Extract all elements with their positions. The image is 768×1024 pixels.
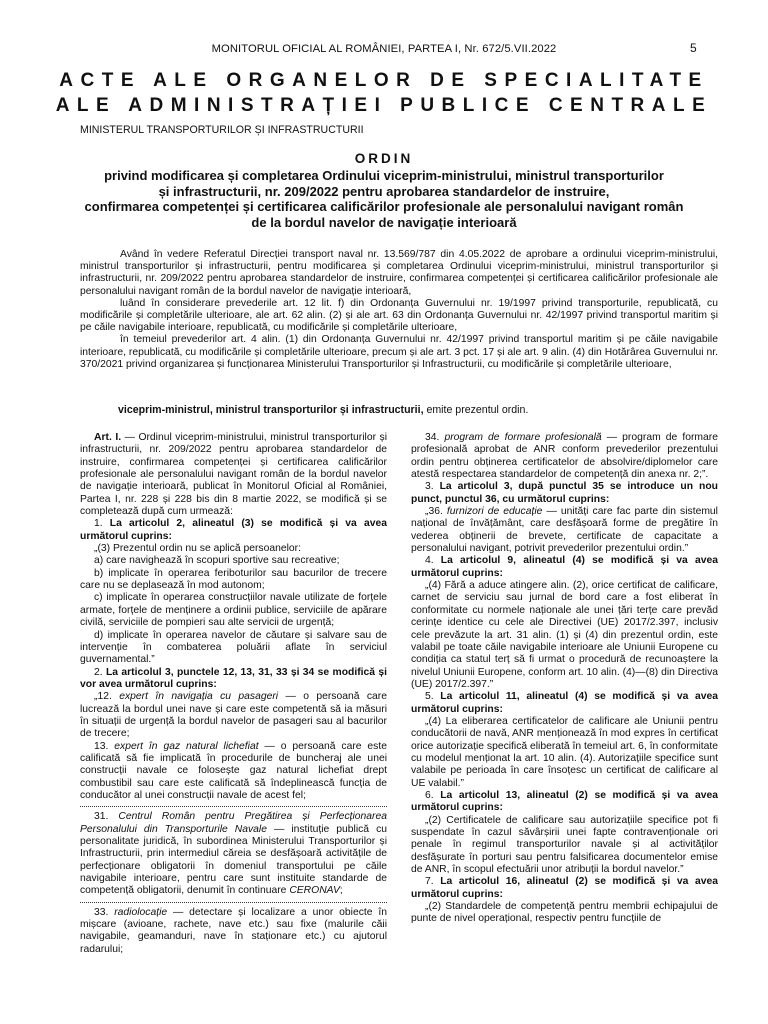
amendment-number: 6. (425, 789, 441, 801)
amendment-instruction: La articolul 13, alineatul (2) se modifică și va avea următorul cuprins: (411, 789, 718, 814)
amendment-text: „(2) Standardele de competență pentru membrii echipajului de punte de nivel operațional, respectiv pentru funcțiile de (411, 901, 718, 925)
amendment-1-heading (80, 518, 387, 543)
amendment-text: c) implicate în operarea construcțiilor navale utilizate de forțele armate, forțele de menținere a ordinii publice, serviciile de apărare civilă, serviciile de pompieri sau alte servicii de urgență; (80, 592, 387, 629)
order-heading: ORDIN (354, 151, 414, 166)
enacting-formula (118, 404, 528, 416)
definition-12 (80, 691, 387, 740)
running-head: MONITORUL OFICIAL AL ROMÂNIEI, PARTEA I, Nr. 672/5.VII.2022 (211, 43, 557, 55)
definition-term: expert în navigația cu pasageri (119, 691, 279, 703)
definition-number: 33. (94, 906, 115, 918)
enacting-formula-text: emite prezentul ordin. (423, 404, 529, 416)
definition-text: — instituție publică cu personalitate juridică, în subordinea Ministerului Transporturilor și Infrastructurii, prin intermediul căreia se desfășoară activitățile de perfecționare obligatorii în domeniul transportului pe căile navigabile interioare, pentru care sunt instituite standarde de competență obligatorii, denumit în continuare (80, 823, 387, 897)
definition-term: expert în gaz natural lichefiat (114, 740, 259, 752)
definition-text: — detectare și localizare a unor obiecte în mișcare (avioane, rachete, nave etc.) sau fixe (malurile căii navigabile, geamanduri, nave în staționare etc.) cu ajutorul radarului; (80, 906, 387, 955)
amendment-number: 4. (425, 555, 441, 567)
preamble-paragraph: în temeiul prevederilor art. 4 alin. (1) din Ordonanța Guvernului nr. 42/1997 privind transportul maritim și pe căile navigabile interioare, republicată, cu modificările și completările ulterioare, precum și ale art. 3 pct. 17 și ale art. 9 alin. (4) din Hotărârea Guvernului nr. 370/2021 privind organizarea și funcționarea Ministerului Transporturilor și Infrastructurii, cu modificările și completările ulterioare, (80, 334, 718, 370)
amendment-text: „(4) La eliberarea certificatelor de calificare ale Uniunii pentru conducătorii de navă, ANR menționează în mod expres în certificat orice autorizație specifică eliberată în temeiul art. 6, în conformitate cu modelul menționat la art. 10 alin. (4). Autorizațiile specifice sunt valabile pe perioada în care însoțesc un certificat de calificare al UE valabil.” (411, 715, 719, 789)
order-title-line: confirmarea competenței și certificarea calificărilor profesionale ale personalului navigant român (84, 199, 684, 215)
article-intro (80, 432, 387, 518)
definition-number: 31. (94, 811, 119, 823)
amendment-number: 1. (94, 518, 110, 530)
amendment-instruction: La articolul 2, alineatul (3) se modifică și va avea următorul cuprins: (80, 518, 387, 542)
amendment-number: 5. (425, 691, 441, 703)
amendment-text: b) implicate în operarea feriboturilor sau bacurilor de trecere care nu se deplasează în mod autonom; (80, 567, 387, 592)
amendment-text: „(4) Fără a aduce atingere alin. (2), orice certificat de calificare, carnet de serviciu sau jurnal de bord care a fost eliberat în conformitate cu normele naționale ale unei țări terțe care prevăd cerințe identice cu cele ale Directivei (UE) 2017/2.397, inclusiv cele prevăzute la art. 31 alin. (1) și (4) din prezentul ordin, este valabil pe toate căile navigabile interioare ale Uniunii Europene cu condiția ca statul terț să fi urmat o procedură de recunoaștere la nivelul Uniunii Europene, conform art. 10 alin. (4)—(8) din Directiva (UE) 2017/2.397.” (411, 580, 718, 690)
section-title (0, 68, 768, 118)
preamble-paragraph: luând în considerare prevederile art. 12 lit. f) din Ordonanța Guvernului nr. 19/1997 privind transporturile, republicată, cu modificările și completările ulterioare, ale art. 62 alin. (2) și ale art. 63 din Ordonanța Guvernului nr. 42/1997 privind transportul maritim și pe căile navigabile interioare, republicată, cu modificările și completările ulterioare, (80, 297, 718, 334)
amendment-text: a) care navighează în scopuri sportive sau recreative; (94, 555, 340, 567)
preamble (80, 249, 718, 371)
definition-text: — program de formare profesională aprobat de ANR conform prevederilor prezentului ordin pentru obținerea certificatelor de absolvire/diplomelor care atestă respectarea standardelor de competență din anexa nr. 2;”. (411, 432, 718, 481)
definition-text: — o persoană care lucrează la bordul unei nave și care este competentă să ia măsuri în situații de urgență la bordul navelor de pasageri sau al bacurilor de trecere; (80, 691, 387, 740)
omission-divider (80, 902, 387, 903)
amendment-6-heading (411, 790, 718, 815)
definition-term: furnizori de educație (446, 506, 543, 518)
issuing-ministry: MINISTERUL TRANSPORTURILOR ȘI INFRASTRUCTURII (80, 124, 364, 136)
amendment-instruction: La articolul 9, alineatul (4) se modifică și va avea următorul cuprins: (411, 555, 718, 579)
amendment-instruction: La articolul 16, alineatul (2) se modifică și va avea următorul cuprins: (411, 876, 718, 900)
definition-13 (80, 741, 387, 803)
definition-term: radiolocație (114, 906, 168, 918)
enacting-formula-authority: viceprim-ministrul, ministrul transporturilor și infrastructurii, (118, 404, 424, 416)
order-title-line: de la bordul navelor de navigație interioară (251, 215, 517, 231)
definition-number: „36. (425, 506, 447, 518)
amendment-instruction: La articolul 3, punctele 12, 13, 31, 33 și 34 se modifică și vor avea următorul cuprins: (80, 666, 387, 690)
left-column (80, 432, 387, 956)
section-title-line-1: ACTE ALE ORGANELOR DE SPECIALITATE (59, 70, 709, 91)
amendment-3-heading (411, 481, 718, 506)
amendment-text: „(3) Prezentul ordin nu se aplică persoanelor: (94, 543, 301, 555)
definition-number: 34. (425, 432, 445, 443)
amendment-instruction: La articolul 3, după punctul 35 se introduce un nou punct, punctul 36, cu următorul cuprins: (411, 481, 718, 505)
definition-text: — unități care fac parte din sistemul național de învățământ, care desfășoară forme de pregătire în vederea obținerii de brevete, certificate de capacitate a personalului navigant, potrivit prevederilor prezentului ordin.” (411, 506, 718, 555)
preamble-paragraph: Având în vedere Referatul Direcției transport naval nr. 13.569/787 din 4.05.2022 de aprobare a ordinului viceprim-ministrului, ministrul transporturilor și infrastructurii, pentru modificarea și completarea Ordinului viceprim-ministrului, ministrul transporturilor și infrastructurii, nr. 209/2022 pentru aprobarea standardelor de instruire, confirmarea competenței și certificarea calificărilor profesionale ale personalului navigant român de la bordul navelor de navigație interioară, (80, 249, 718, 297)
definition-term: program de formare profesională (444, 432, 602, 443)
omission-divider (80, 806, 387, 807)
article-intro-text: — Ordinul viceprim-ministrului, ministrul transporturilor și infrastructurii, nr. 209/2022 pentru aprobarea standardelor de instruire, confirmarea competenței și certificarea calificărilor profesionale ale personalului navigant român de la bordul navelor de navigație interioară, publicat în Monitorul Oficial al României, Partea I, nr. 228 și 228 bis din 8 martie 2022, se modifică și se completează după cum urmează: (80, 432, 387, 518)
amendment-5-heading (411, 691, 718, 716)
amendment-7-heading (411, 876, 718, 901)
amendment-number: 2. (94, 666, 106, 678)
definition-text: — o persoană care este calificată să fie implicată în procedurile de buncheraj ale unei construcții navale ce folosește gaz natural lichefiat drept combustibil sau care este calificată să îndeplinească funcția de conducător al unei construcții navale de acest fel; (80, 740, 387, 801)
amendment-4-heading (411, 555, 718, 580)
page-number: 5 (690, 41, 697, 55)
amendment-2-heading (80, 667, 387, 692)
definition-33 (80, 907, 387, 956)
definition-31 (80, 811, 387, 897)
definition-text: ; (339, 885, 343, 897)
definition-abbreviation: CERONAV (289, 885, 340, 897)
order-title (60, 168, 708, 231)
order-title-line: privind modificarea și completarea Ordinului viceprim-ministrului, ministrul transporturilor (104, 168, 664, 183)
definition-36 (411, 506, 718, 555)
amendment-number: 7. (425, 876, 441, 888)
definition-number: 13. (94, 740, 115, 752)
amendment-text: d) implicate în operarea navelor de căutare și salvare sau de intervenție în combaterea poluării aflate în serviciul guvernamental.” (80, 629, 387, 666)
order-title-line: și infrastructurii, nr. 209/2022 pentru aprobarea standardelor de instruire, (158, 183, 610, 199)
section-title-line-2: ALE ADMINISTRAȚIEI PUBLICE CENTRALE (55, 95, 713, 116)
article-label: Art. I. (94, 432, 122, 443)
amendment-text: „(2) Certificatele de calificare sau autorizațiile specifice pot fi suspendate în cazul săvârșirii unei fapte contravenționale ori penale în regimul transporturilor navale și al activităților desfășurate în porturi sau pentru falsificarea documentelor emise de ANR, în scopul efectuării unor atribuții la bordul navelor.” (411, 814, 718, 876)
amendment-instruction: La articolul 11, alineatul (4) se modifică și va avea următorul cuprins: (411, 691, 718, 715)
amendment-number: 3. (425, 481, 440, 493)
right-column (411, 432, 718, 926)
definition-34 (411, 432, 718, 481)
definition-term: Centrul Român pentru Pregătirea și Perfecționarea Personalului din Transporturile Navale (80, 811, 387, 835)
definition-number: „12. (94, 691, 120, 703)
